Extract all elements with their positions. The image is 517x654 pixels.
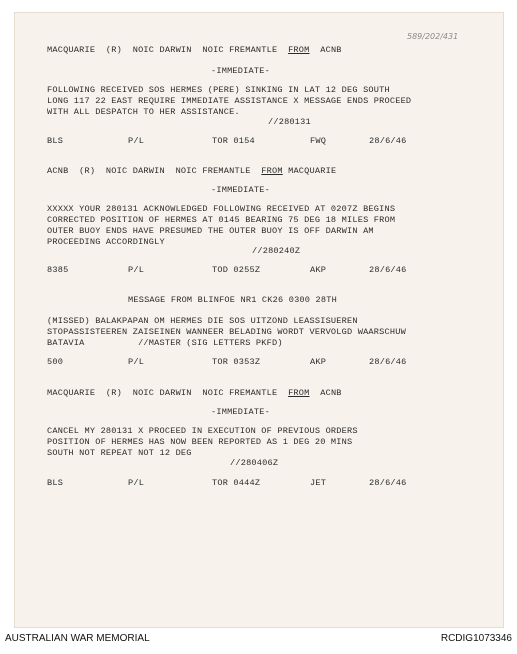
message-2-addressees: ACNB (R) NOIC DARWIN NOIC FREMANTLE (47, 166, 262, 176)
message-2-body-line-4: PROCEEDING ACCORDINGLY (47, 237, 165, 247)
archive-name: AUSTRALIAN WAR MEMORIAL (5, 633, 150, 644)
message-2-body-line-2: CORRECTED POSITION OF HERMES AT 0145 BEARING 75 DEG 18 MILES FROM (47, 215, 396, 225)
message-1-body-line-3: WITH ALL DESPATCH TO HER ASSISTANCE. (47, 107, 240, 117)
message-2-body-line-3: OUTER BUOY ENDS HAVE PRESUMED THE OUTER BUOY IS OFF DARWIN AM (47, 226, 374, 236)
message-3-footer-operator: AKP (310, 357, 327, 367)
message-4-from-label: FROM (288, 388, 310, 398)
message-2-footer-station: 8385 (47, 265, 69, 275)
message-4-addressees: MACQUARIE (R) NOIC DARWIN NOIC FREMANTLE (47, 388, 289, 398)
message-3-footer-station: 500 (47, 357, 64, 367)
message-4-body-line-1: CANCEL MY 280131 X PROCEED IN EXECUTION OF PREVIOUS ORDERS (47, 426, 358, 436)
message-1-priority: -IMMEDIATE- (211, 66, 270, 76)
message-4-footer-time: TOR 0444Z (212, 478, 261, 488)
message-3-footer-time: TOR 0353Z (212, 357, 261, 367)
message-2-footer-date: 28/6/46 (369, 265, 407, 275)
message-1-footer-station: BLS (47, 136, 64, 146)
message-3-footer-pl: P/L (128, 357, 145, 367)
message-2-from-label: FROM (261, 166, 283, 176)
message-4-reference: //280406Z (230, 458, 279, 468)
message-4-footer-pl: P/L (128, 478, 145, 488)
message-2-footer-operator: AKP (310, 265, 327, 275)
message-1-header (47, 45, 342, 55)
message-2-body-line-1: XXXXX YOUR 280131 ACKNOWLEDGED FOLLOWING RECEIVED AT 0207Z BEGINS (47, 204, 396, 214)
archive-item-id: RCDIG1073346 (440, 633, 512, 644)
message-4-body-line-3: SOUTH NOT REPEAT NOT 12 DEG (47, 448, 192, 458)
message-3-body-line-2: STOPASSISTEEREN ZAISEINEN WANNEER BELADING WORDT VERVOLGD WAARSCHUW (47, 327, 406, 337)
message-2-footer-time: TOD 0255Z (212, 265, 261, 275)
message-4-footer-station: BLS (47, 478, 64, 488)
message-4-originator: ACNB (309, 388, 342, 398)
message-3-footer-date: 28/6/46 (369, 357, 407, 367)
message-2-header (47, 166, 336, 176)
message-1-from-label: FROM (288, 45, 310, 55)
message-1-body-line-2: LONG 117 22 EAST REQUIRE IMMEDIATE ASSISTANCE X MESSAGE ENDS PROCEED (47, 96, 412, 106)
message-1-addressees: MACQUARIE (R) NOIC DARWIN NOIC FREMANTLE (47, 45, 289, 55)
message-3-title: MESSAGE FROM BLINFOE NR1 CK26 0300 28TH (128, 295, 337, 305)
message-1-originator: ACNB (309, 45, 342, 55)
message-4-footer-operator: JET (310, 478, 327, 488)
message-1-body-line-1: FOLLOWING RECEIVED SOS HERMES (PERE) SINKING IN LAT 12 DEG SOUTH (47, 85, 390, 95)
message-1-reference: //280131 (268, 117, 311, 127)
message-2-footer-pl: P/L (128, 265, 145, 275)
message-4-body-line-2: POSITION OF HERMES HAS NOW BEEN REPORTED AS 1 DEG 20 MINS (47, 437, 353, 447)
message-3-body-line-3: BATAVIA //MASTER (SIG LETTERS PKFD) (47, 338, 283, 348)
message-2-reference: //280240Z (252, 246, 301, 256)
message-2-originator: MACQUARIE (282, 166, 337, 176)
message-4-footer-date: 28/6/46 (369, 478, 407, 488)
message-4-priority: -IMMEDIATE- (211, 407, 270, 417)
handwritten-reference: 589/202/431 (407, 32, 459, 41)
message-1-footer-pl: P/L (128, 136, 145, 146)
message-1-footer-operator: FWQ (310, 136, 327, 146)
message-2-priority: -IMMEDIATE- (211, 185, 270, 195)
message-1-footer-date: 28/6/46 (369, 136, 407, 146)
message-3-body-line-1: (MISSED) BALAKPAPAN OM HERMES DIE SOS UITZOND LEASSISUEREN (47, 316, 358, 326)
message-4-header (47, 388, 342, 398)
message-1-footer-time: TOR 0154 (212, 136, 255, 146)
